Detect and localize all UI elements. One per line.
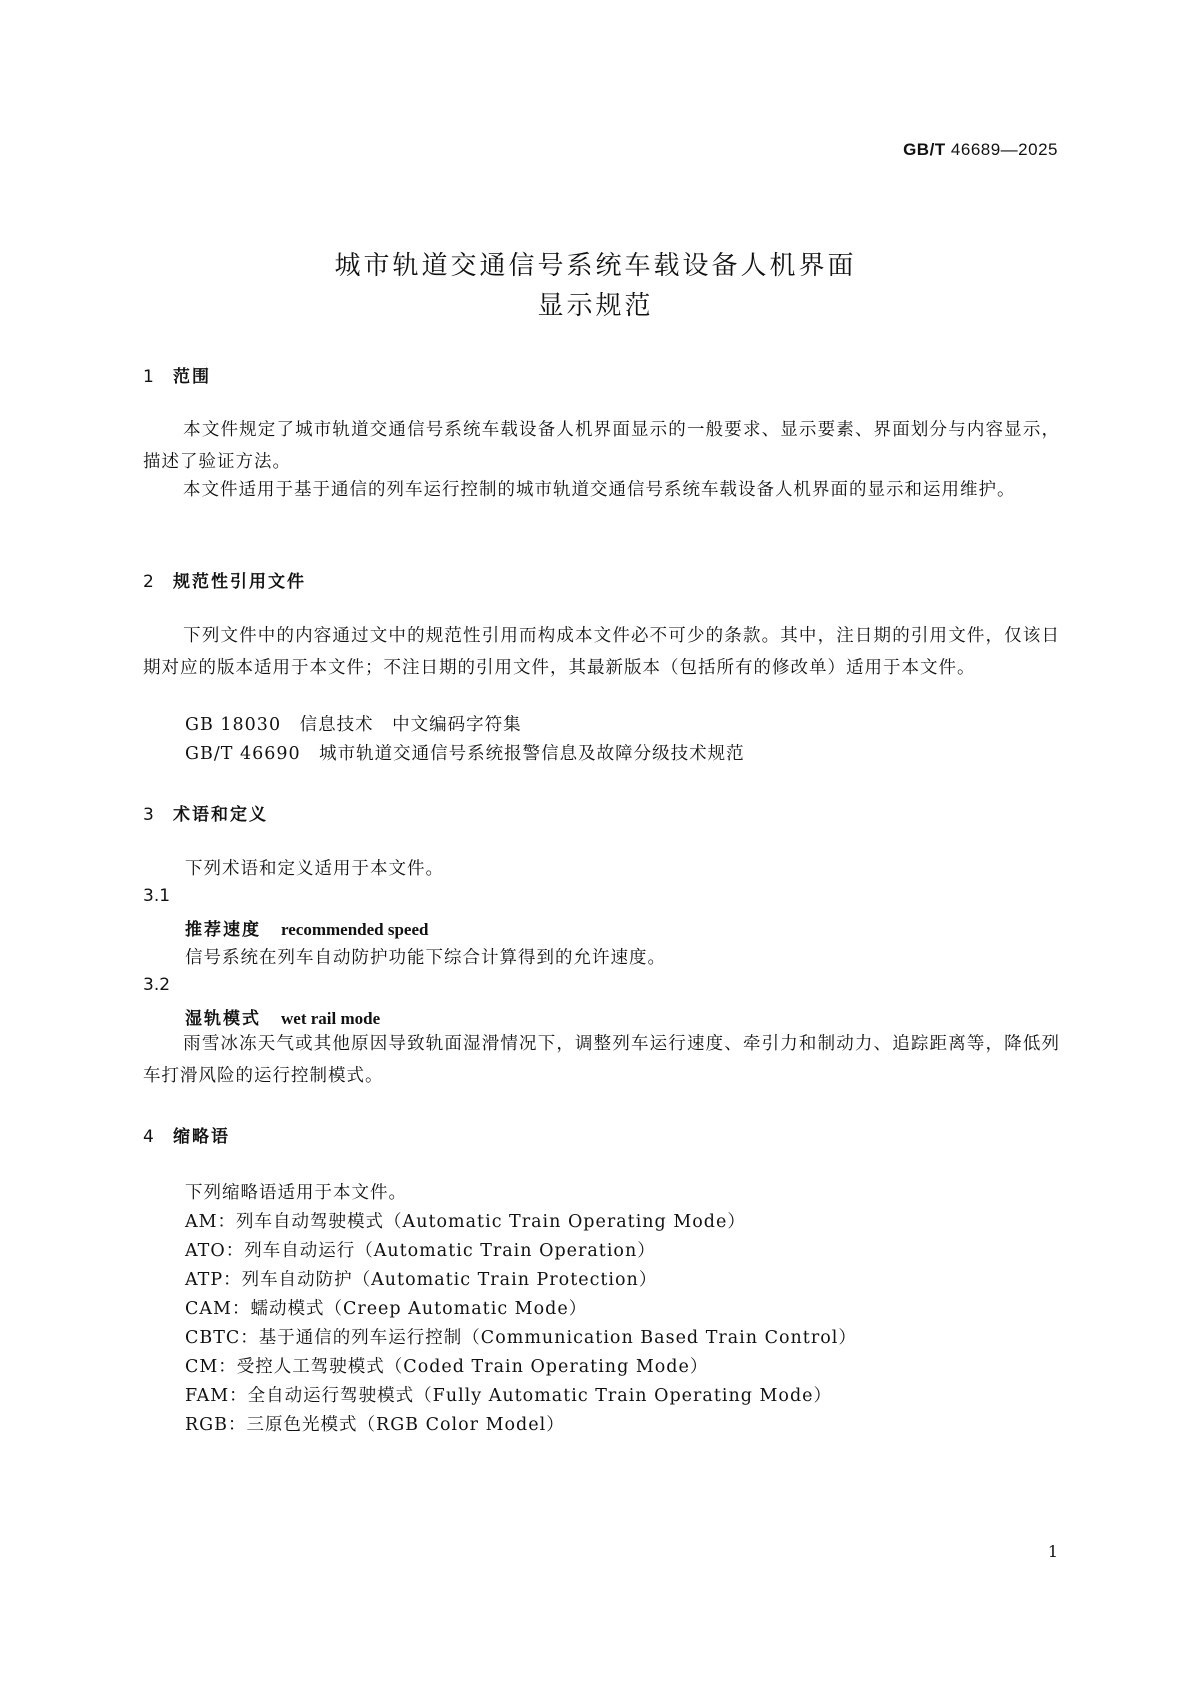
document-code-prefix: GB/T (903, 140, 946, 159)
abbreviation-item: CM：受控人工驾驶模式（Coded Train Operating Mode） (185, 1357, 709, 1377)
paragraph-text: 本文件适用于基于通信的列车运行控制的城市轨道交通信号系统车载设备人机界面的显示和运用维护。 (183, 480, 1016, 500)
normative-reference-2: GB/T 46690 城市轨道交通信号系统报警信息及故障分级技术规范 (185, 744, 745, 764)
section-title: 规范性引用文件 (173, 572, 306, 592)
section-3-heading (143, 800, 268, 825)
paragraph-text: 雨雪冰冻天气或其他原因导致轨面湿滑情况下，调整列车运行速度、牵引力和制动力、追踪距离等，降低列车打滑风险的运行控制模式。 (143, 1034, 1060, 1086)
section-number: 1 (143, 367, 154, 387)
term-english: recommended speed (281, 920, 429, 939)
section-2-heading (143, 567, 306, 592)
section-4-intro: 下列缩略语适用于本文件。 (185, 1183, 407, 1203)
page-number: 1 (1047, 1542, 1058, 1561)
term-number: 3.2 (143, 975, 171, 995)
paragraph-text: 本文件规定了城市轨道交通信号系统车载设备人机界面显示的一般要求、显示要素、界面划分与内容显示，描述了验证方法。 (143, 420, 1060, 472)
section-number: 3 (143, 805, 154, 825)
abbreviation-item: FAM：全自动运行驾驶模式（Fully Automatic Train Operating Mode） (185, 1386, 833, 1406)
paragraph-text: 下列文件中的内容通过文中的规范性引用而构成本文件必不可少的条款。其中，注日期的引用文件，仅该日期对应的版本适用于本文件；不注日期的引用文件，其最新版本（包括所有的修改单）适用于本文件。 (143, 626, 1060, 678)
section-4-heading (143, 1122, 230, 1147)
term-definition: 信号系统在列车自动防护功能下综合计算得到的允许速度。 (185, 948, 666, 968)
section-title: 术语和定义 (173, 805, 268, 825)
section-2-paragraph-1 (143, 620, 1060, 684)
term-chinese: 湿轨模式 (185, 1009, 261, 1029)
term-number: 3.1 (143, 886, 171, 906)
term-entry (185, 915, 428, 940)
abbreviation-item: AM：列车自动驾驶模式（Automatic Train Operating Mode） (185, 1212, 746, 1232)
document-code-number: 46689—2025 (950, 140, 1058, 159)
section-1-paragraph-2 (143, 474, 1060, 506)
abbreviation-item: CBTC：基于通信的列车运行控制（Communication Based Train Control） (185, 1328, 857, 1348)
document-title-line2: 显示规范 (537, 291, 654, 321)
term-definition (143, 1028, 1060, 1092)
abbreviation-item: RGB：三原色光模式（RGB Color Model） (185, 1415, 565, 1435)
term-english: wet rail mode (281, 1009, 381, 1028)
section-1-heading (143, 362, 211, 387)
normative-reference-1: GB 18030 信息技术 中文编码字符集 (185, 715, 522, 735)
section-number: 4 (143, 1127, 154, 1147)
section-title: 缩略语 (173, 1127, 230, 1147)
document-code (903, 140, 1058, 160)
section-number: 2 (143, 572, 154, 592)
abbreviation-item: CAM：蠕动模式（Creep Automatic Mode） (185, 1299, 588, 1319)
term-entry (185, 1004, 380, 1029)
abbreviation-item: ATO：列车自动运行（Automatic Train Operation） (185, 1241, 656, 1261)
section-1-paragraph-1 (143, 414, 1060, 478)
term-chinese: 推荐速度 (185, 920, 261, 940)
abbreviation-item: ATP：列车自动防护（Automatic Train Protection） (185, 1270, 658, 1290)
section-title: 范围 (173, 367, 211, 387)
section-3-intro: 下列术语和定义适用于本文件。 (185, 859, 444, 879)
document-title-line1: 城市轨道交通信号系统车载设备人机界面 (334, 251, 857, 281)
